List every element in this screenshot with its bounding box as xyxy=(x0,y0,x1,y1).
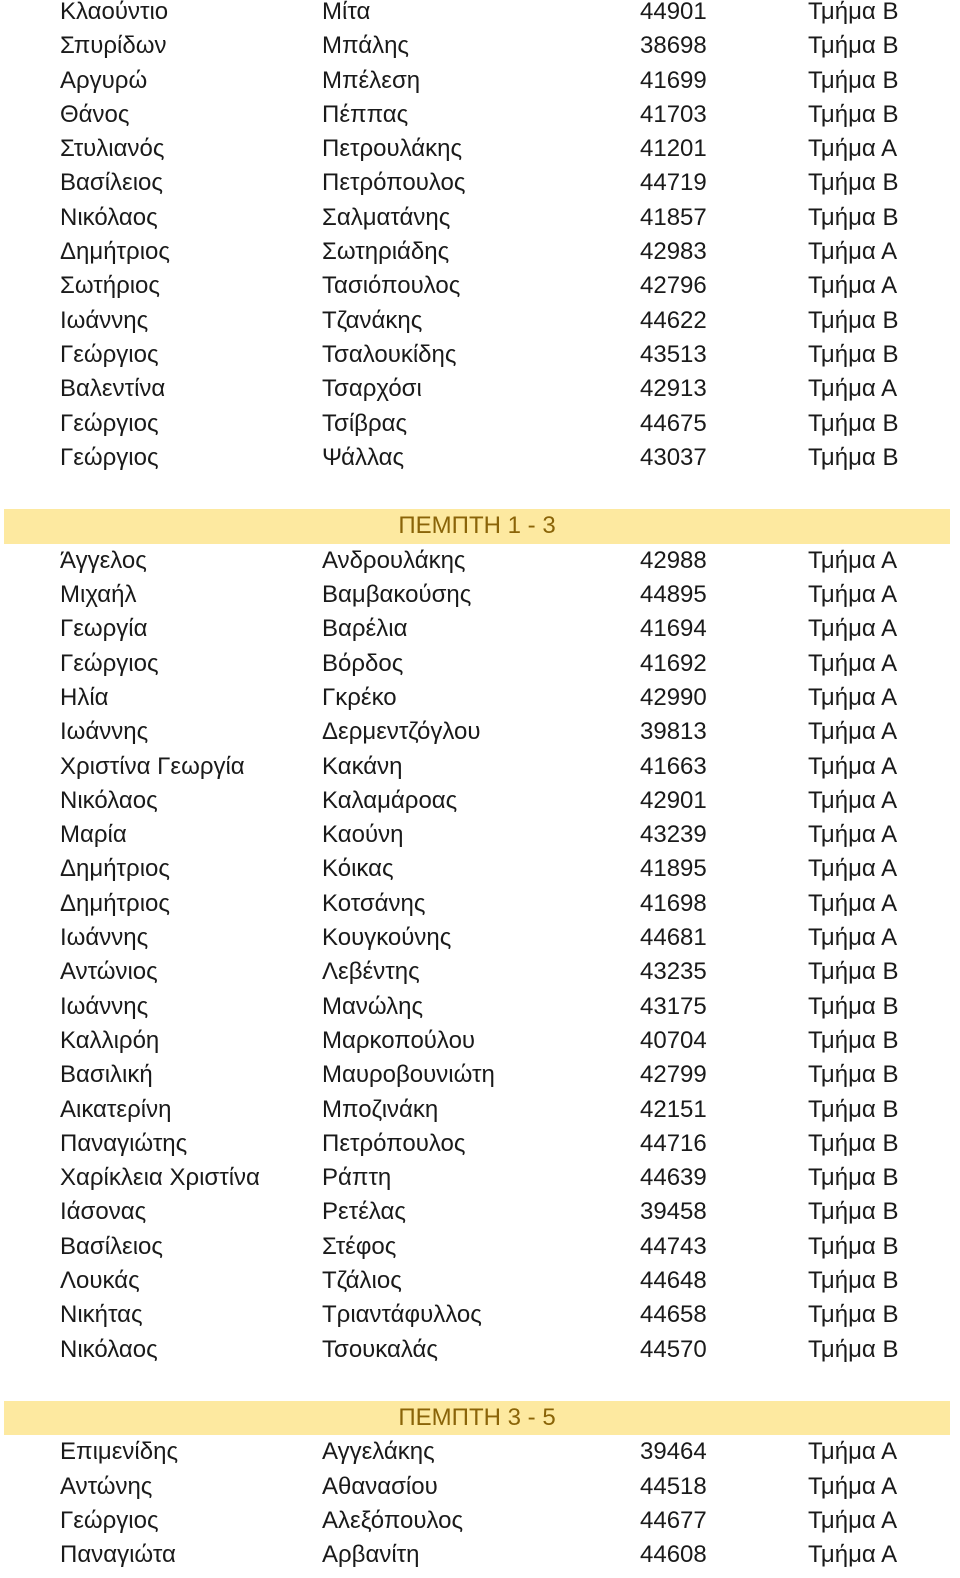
table-row xyxy=(0,1435,960,1469)
last-name-cell: Κόικας xyxy=(322,855,394,883)
last-name-cell: Τζάλιος xyxy=(322,1266,402,1294)
table-row xyxy=(0,1195,960,1229)
last-name-cell: Καλαμάροας xyxy=(322,786,458,814)
last-name-cell: Τσουκαλάς xyxy=(322,1335,438,1363)
table-row xyxy=(0,29,960,63)
department-cell: Τμήμα Β xyxy=(808,992,899,1020)
table-row xyxy=(0,235,960,269)
first-name-cell: Λουκάς xyxy=(60,1266,140,1294)
last-name-cell: Τσαλουκίδης xyxy=(322,340,457,368)
student-id-cell: 42151 xyxy=(640,1095,707,1123)
last-name-cell: Μπέλεση xyxy=(322,66,421,94)
first-name-cell: Ιωάννης xyxy=(60,924,149,952)
student-id-cell: 44608 xyxy=(640,1541,707,1569)
last-name-cell: Μαρκοπούλου xyxy=(322,1026,476,1054)
last-name-cell: Λεβέντης xyxy=(322,958,420,986)
student-id-cell: 42990 xyxy=(640,683,707,711)
table-row xyxy=(0,201,960,235)
department-cell: Τμήμα Α xyxy=(808,581,898,609)
department-cell: Τμήμα Β xyxy=(808,1301,899,1329)
table-row xyxy=(0,612,960,646)
department-cell: Τμήμα Α xyxy=(808,1438,898,1466)
first-name-cell: Αικατερίνη xyxy=(60,1095,172,1123)
student-id-cell: 40704 xyxy=(640,1026,707,1054)
department-cell: Τμήμα Α xyxy=(808,272,898,300)
department-cell: Τμήμα Β xyxy=(808,1232,899,1260)
department-cell: Τμήμα Α xyxy=(808,752,898,780)
department-cell: Τμήμα Β xyxy=(808,1335,899,1363)
first-name-cell: Βασιλική xyxy=(60,1061,153,1089)
student-id-cell: 43037 xyxy=(640,443,707,471)
table-row xyxy=(0,1230,960,1264)
last-name-cell: Κουγκούνης xyxy=(322,924,452,952)
student-id-cell: 42901 xyxy=(640,786,707,814)
last-name-cell: Πετρουλάκης xyxy=(322,135,463,163)
department-cell: Τμήμα Α xyxy=(808,649,898,677)
last-name-cell: Σαλματάνης xyxy=(322,203,451,231)
last-name-cell: Πέππας xyxy=(322,100,409,128)
student-id-cell: 42983 xyxy=(640,238,707,266)
first-name-cell: Αντώνιος xyxy=(60,958,158,986)
last-name-cell: Αθανασίου xyxy=(322,1472,438,1500)
last-name-cell: Γκρέκο xyxy=(322,683,397,711)
table-row xyxy=(0,852,960,886)
student-id-cell: 44622 xyxy=(640,306,707,334)
first-name-cell: Δημήτριος xyxy=(60,889,170,917)
table-row xyxy=(0,372,960,406)
table-row xyxy=(0,304,960,338)
student-id-cell: 42988 xyxy=(640,546,707,574)
last-name-cell: Κοτσάνης xyxy=(322,889,426,917)
first-name-cell: Αργυρώ xyxy=(60,66,148,94)
department-cell: Τμήμα Α xyxy=(808,1541,898,1569)
student-id-cell: 41857 xyxy=(640,203,707,231)
first-name-cell: Βασίλειος xyxy=(60,1232,163,1260)
first-name-cell: Νικόλαος xyxy=(60,203,158,231)
department-cell: Τμήμα Β xyxy=(808,409,899,437)
first-name-cell: Δημήτριος xyxy=(60,855,170,883)
table-row xyxy=(0,887,960,921)
table-row xyxy=(0,1470,960,1504)
student-id-cell: 43175 xyxy=(640,992,707,1020)
department-cell: Τμήμα Α xyxy=(808,375,898,403)
department-cell: Τμήμα Α xyxy=(808,924,898,952)
student-id-cell: 41692 xyxy=(640,649,707,677)
last-name-cell: Ανδρουλάκης xyxy=(322,546,466,574)
student-id-cell: 38698 xyxy=(640,32,707,60)
department-cell: Τμήμα Β xyxy=(808,958,899,986)
department-cell: Τμήμα Α xyxy=(808,135,898,163)
student-id-cell: 41663 xyxy=(640,752,707,780)
table-row xyxy=(0,544,960,578)
student-id-cell: 44518 xyxy=(640,1472,707,1500)
first-name-cell: Γεώργιος xyxy=(60,340,159,368)
section-spacer xyxy=(0,1367,960,1401)
student-id-cell: 41703 xyxy=(640,100,707,128)
section-heading: ΠΕΜΠΤΗ 1 - 3 xyxy=(4,509,950,543)
first-name-cell: Καλλιρόη xyxy=(60,1026,160,1054)
last-name-cell: Τασιόπουλος xyxy=(322,272,461,300)
department-cell: Τμήμα Β xyxy=(808,32,899,60)
last-name-cell: Ράπτη xyxy=(322,1164,392,1192)
table-row xyxy=(0,921,960,955)
table-row xyxy=(0,1058,960,1092)
table-row xyxy=(0,1264,960,1298)
first-name-cell: Νικόλαος xyxy=(60,1335,158,1363)
table-row xyxy=(0,1538,960,1572)
first-name-cell: Παναγιώτης xyxy=(60,1129,188,1157)
last-name-cell: Στέφος xyxy=(322,1232,397,1260)
department-cell: Τμήμα Α xyxy=(808,615,898,643)
table-row xyxy=(0,166,960,200)
section-spacer xyxy=(0,475,960,509)
student-id-cell: 44675 xyxy=(640,409,707,437)
department-cell: Τμήμα Α xyxy=(808,1472,898,1500)
student-id-cell: 42799 xyxy=(640,1061,707,1089)
table-row xyxy=(0,1333,960,1367)
department-cell: Τμήμα Β xyxy=(808,1164,899,1192)
first-name-cell: Ιάσονας xyxy=(60,1198,147,1226)
student-id-cell: 44901 xyxy=(640,0,707,25)
student-id-cell: 41895 xyxy=(640,855,707,883)
student-id-cell: 44681 xyxy=(640,924,707,952)
student-id-cell: 42796 xyxy=(640,272,707,300)
department-cell: Τμήμα Α xyxy=(808,855,898,883)
student-id-cell: 44570 xyxy=(640,1335,707,1363)
first-name-cell: Γεώργιος xyxy=(60,649,159,677)
table-row xyxy=(0,269,960,303)
student-id-cell: 44743 xyxy=(640,1232,707,1260)
table-row xyxy=(0,0,960,29)
first-name-cell: Νικόλαος xyxy=(60,786,158,814)
last-name-cell: Μίτα xyxy=(322,0,371,25)
department-cell: Τμήμα Α xyxy=(808,546,898,574)
last-name-cell: Τζανάκης xyxy=(322,306,423,334)
department-cell: Τμήμα Α xyxy=(808,821,898,849)
department-cell: Τμήμα Β xyxy=(808,340,899,368)
first-name-cell: Επιμενίδης xyxy=(60,1438,179,1466)
table-row xyxy=(0,750,960,784)
table-row xyxy=(0,715,960,749)
table-row xyxy=(0,407,960,441)
last-name-cell: Αλεξόπουλος xyxy=(322,1507,464,1535)
section-heading: ΠΕΜΠΤΗ 3 - 5 xyxy=(4,1401,950,1435)
first-name-cell: Χαρίκλεια Χριστίνα xyxy=(60,1164,260,1192)
first-name-cell: Σωτήριος xyxy=(60,272,160,300)
table-row xyxy=(0,1024,960,1058)
first-name-cell: Ιωάννης xyxy=(60,718,149,746)
first-name-cell: Αντώνης xyxy=(60,1472,153,1500)
last-name-cell: Βαμβακούσης xyxy=(322,581,472,609)
department-cell: Τμήμα Β xyxy=(808,0,899,25)
department-cell: Τμήμα Α xyxy=(808,683,898,711)
last-name-cell: Μαυροβουνιώτη xyxy=(322,1061,495,1089)
student-id-cell: 39458 xyxy=(640,1198,707,1226)
last-name-cell: Κακάνη xyxy=(322,752,403,780)
table-row xyxy=(0,647,960,681)
student-id-cell: 43239 xyxy=(640,821,707,849)
last-name-cell: Βόρδος xyxy=(322,649,404,677)
department-cell: Τμήμα Β xyxy=(808,1026,899,1054)
student-id-cell: 39813 xyxy=(640,718,707,746)
student-id-cell: 41699 xyxy=(640,66,707,94)
first-name-cell: Άγγελος xyxy=(60,546,147,574)
student-id-cell: 44895 xyxy=(640,581,707,609)
student-id-cell: 41698 xyxy=(640,889,707,917)
last-name-cell: Μανώλης xyxy=(322,992,424,1020)
first-name-cell: Μαρία xyxy=(60,821,127,849)
table-row xyxy=(0,1093,960,1127)
first-name-cell: Γεώργιος xyxy=(60,409,159,437)
last-name-cell: Τσίβρας xyxy=(322,409,408,437)
student-id-cell: 44639 xyxy=(640,1164,707,1192)
student-id-cell: 42913 xyxy=(640,375,707,403)
last-name-cell: Αρβανίτη xyxy=(322,1541,420,1569)
student-id-cell: 43513 xyxy=(640,340,707,368)
table-row xyxy=(0,441,960,475)
first-name-cell: Γεώργιος xyxy=(60,1507,159,1535)
department-cell: Τμήμα Β xyxy=(808,203,899,231)
student-id-cell: 39464 xyxy=(640,1438,707,1466)
first-name-cell: Ιωάννης xyxy=(60,992,149,1020)
table-row xyxy=(0,955,960,989)
last-name-cell: Μποζινάκη xyxy=(322,1095,439,1123)
last-name-cell: Πετρόπουλος xyxy=(322,1129,466,1157)
first-name-cell: Κλαούντιο xyxy=(60,0,169,25)
department-cell: Τμήμα Β xyxy=(808,1129,899,1157)
table-row xyxy=(0,784,960,818)
table-row xyxy=(0,818,960,852)
department-cell: Τμήμα Β xyxy=(808,169,899,197)
department-cell: Τμήμα Β xyxy=(808,306,899,334)
table-row xyxy=(0,990,960,1024)
department-cell: Τμήμα Α xyxy=(808,238,898,266)
department-cell: Τμήμα Α xyxy=(808,1507,898,1535)
last-name-cell: Δερμεντζόγλου xyxy=(322,718,481,746)
table-row xyxy=(0,1161,960,1195)
last-name-cell: Βαρέλια xyxy=(322,615,408,643)
first-name-cell: Βαλεντίνα xyxy=(60,375,166,403)
first-name-cell: Παναγιώτα xyxy=(60,1541,176,1569)
department-cell: Τμήμα Β xyxy=(808,1095,899,1123)
department-cell: Τμήμα Α xyxy=(808,786,898,814)
first-name-cell: Μιχαήλ xyxy=(60,581,137,609)
first-name-cell: Δημήτριος xyxy=(60,238,170,266)
department-cell: Τμήμα Β xyxy=(808,1198,899,1226)
last-name-cell: Σωτηριάδης xyxy=(322,238,450,266)
table-row xyxy=(0,338,960,372)
first-name-cell: Νικήτας xyxy=(60,1301,143,1329)
student-id-cell: 43235 xyxy=(640,958,707,986)
department-cell: Τμήμα Β xyxy=(808,66,899,94)
first-name-cell: Ιωάννης xyxy=(60,306,149,334)
department-cell: Τμήμα Β xyxy=(808,1061,899,1089)
first-name-cell: Ηλία xyxy=(60,683,109,711)
table-row xyxy=(0,1298,960,1332)
last-name-cell: Μπάλης xyxy=(322,32,409,60)
last-name-cell: Καούνη xyxy=(322,821,404,849)
first-name-cell: Στυλιανός xyxy=(60,135,165,163)
last-name-cell: Τριαντάφυλλος xyxy=(322,1301,482,1329)
student-id-cell: 44648 xyxy=(640,1266,707,1294)
student-id-cell: 44677 xyxy=(640,1507,707,1535)
table-row xyxy=(0,578,960,612)
last-name-cell: Πετρόπουλος xyxy=(322,169,466,197)
student-id-cell: 41694 xyxy=(640,615,707,643)
table-row xyxy=(0,1127,960,1161)
table-row xyxy=(0,64,960,98)
first-name-cell: Σπυρίδων xyxy=(60,32,167,60)
last-name-cell: Αγγελάκης xyxy=(322,1438,435,1466)
department-cell: Τμήμα Α xyxy=(808,718,898,746)
last-name-cell: Ρετέλας xyxy=(322,1198,406,1226)
table-row xyxy=(0,98,960,132)
student-id-cell: 44658 xyxy=(640,1301,707,1329)
student-id-cell: 44716 xyxy=(640,1129,707,1157)
department-cell: Τμήμα Β xyxy=(808,100,899,128)
table-row xyxy=(0,681,960,715)
first-name-cell: Βασίλειος xyxy=(60,169,163,197)
first-name-cell: Γεώργιος xyxy=(60,443,159,471)
table-row xyxy=(0,1504,960,1538)
department-cell: Τμήμα Β xyxy=(808,443,899,471)
first-name-cell: Χριστίνα Γεωργία xyxy=(60,752,245,780)
table-row xyxy=(0,132,960,166)
last-name-cell: Ψάλλας xyxy=(322,443,405,471)
first-name-cell: Γεωργία xyxy=(60,615,148,643)
student-id-cell: 44719 xyxy=(640,169,707,197)
department-cell: Τμήμα Β xyxy=(808,1266,899,1294)
last-name-cell: Τσαρχόσι xyxy=(322,375,422,403)
student-id-cell: 41201 xyxy=(640,135,707,163)
first-name-cell: Θάνος xyxy=(60,100,130,128)
department-cell: Τμήμα Α xyxy=(808,889,898,917)
